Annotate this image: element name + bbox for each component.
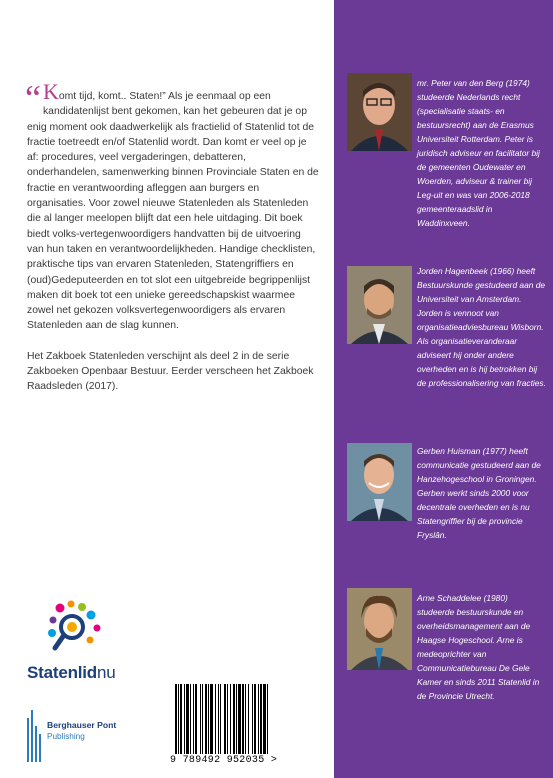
author-bio-1: mr. Peter van den Berg (1974) studeerde Nederlands recht (specialisatie staats- en bestuursrecht) aan de Erasmus Universiteit Rotterdam. Peter is juridisch adviseur en facilitator bij de gemeenten Oudewater en Woerden, adviseur & trainer bij Leg-uit en was van 2006-2018 gemeenteraadslid in Waddinxveen. [417,78,540,228]
cover-blurb [25,78,319,410]
magnifier-network-icon [47,600,107,662]
isbn-number: 9 789492 952035 > [170,755,278,766]
blurb-paragraph-1 [25,78,319,334]
author-photo-1 [347,73,412,151]
isbn-barcode [173,684,311,756]
blurb-paragraph-1-text: omt tijd, komt.. Staten!” Als je eenmaal op een kandidatenlijst bent gekomen, kan het gebeuren dat je op enig moment ook daadwerkelijk als fractielid of Statenlid tot de fractie toetreedt en/of Statenlid wordt. Dan komt er veel op je af: procedures, veel vergaderingen, debatteren, onderhandelen, samenwerking binnen Provinciale Staten en de fractie en verantwoording afleggen aan burgers en organisaties. Voor zowel nieuwe Statenleden als Statenleden die al langer meelopen blijft dat een hele uitdaging. Dit boek biedt volks-vertegenwoordigers handvatten bij de uitvoering van hun taken en verantwoordelijkheden. Handige checklisten, praktische tips van ervaren Statenleden, Statengriffiers en (oud)Gedeputeerden en tot slot een uitgebreide begrippenlijst maken dit boek tot een unieke gereedschapskist waarmee zowel net gekozen volksvertegenwoordigers als ervaren Statenleden aan de slag kunnen. [27,91,319,332]
author-photo-2 [347,266,412,344]
publisher-logo [27,706,137,766]
author-bio-4: Arne Schaddelee (1980) studeerde bestuurskunde en overheidsmanagement aan de Haagse Hogeschool. Arne is medeoprichter van Communicatiebureau De Gele Kamer en sinds 2011 Statenlid in de Provincie Utrecht. [417,593,540,701]
author-bio-2: Jorden Hagenbeek (1966) heeft Bestuurskunde gestudeerd aan de Universiteit van Amsterdam. Jorden is vennoot van organisatieadviesbureau Wisborn. Als organisatieveranderaar adviseert hij onder andere overheden en is hij betrokken bij de professionalisering van fracties. [417,266,546,388]
publisher-bars-icon [27,710,43,762]
statenlidnu-wordmark [27,663,116,683]
author-photo-4 [347,588,412,670]
logo-suffix: nu [97,663,116,682]
author-photo-3 [347,443,412,521]
author-bio-3: Gerben Huisman (1977) heeft communicatie gestudeerd aan de Hanzehogeschool in Groningen. Gerben werkt sinds 2000 voor decentrale overheden en is nu Statengriffier bij de provincie Fryslân. [417,446,541,540]
logo-word: Statenlid [27,663,97,682]
drop-cap: K [42,79,59,104]
statenlidnu-logo [27,600,137,690]
publisher-line-1: Berghauser Pont [47,720,117,730]
blurb-paragraph-2: Het Zakboek Statenleden verschijnt als deel 2 in de serie Zakboeken Openbaar Bestuur. Eerder verscheen het Zakboek Raadsleden (2017). [27,350,314,393]
publisher-line-2: Publishing [47,732,85,741]
opening-quote-mark: “ [25,78,41,118]
publisher-name [47,720,116,742]
